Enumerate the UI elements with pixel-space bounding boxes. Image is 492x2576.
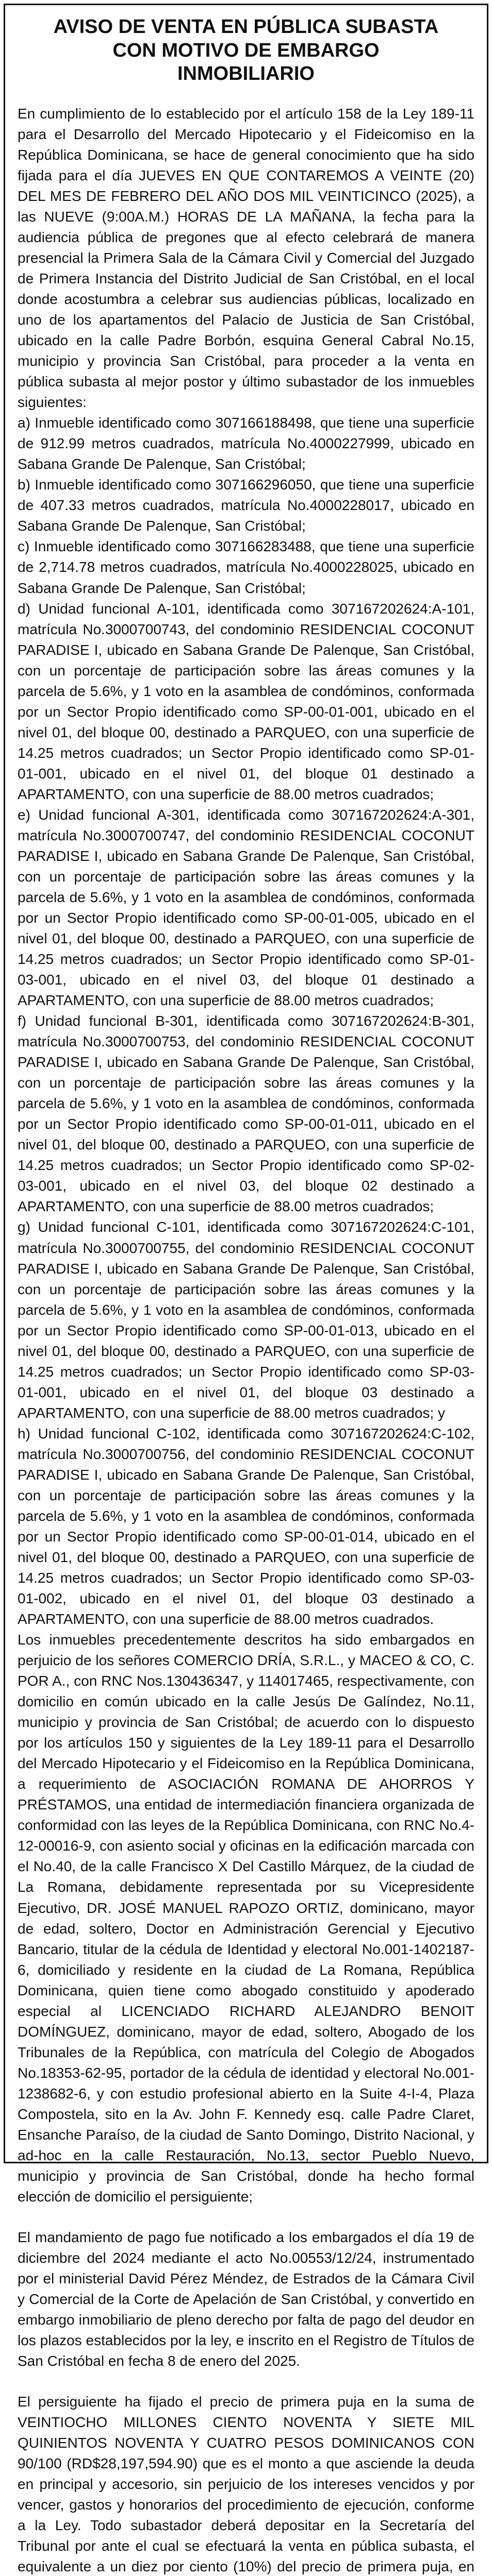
- property-item-f: f) Unidad funcional B-301, identificada como 307167202624:B-301, matrícula No.3000700753, del condominio RESIDENCIAL COCONUT PARADISE I, ubicado en Sabana Grande De Palenque, San Cristóbal, con un porcentaje de participación sobre las áreas comunes y la parcela de 5.6%, y 1 voto en la asamblea de condóminos, conformada por un Sector Propio identificado como SP-00-01-011, ubicado en el nivel 01, del bloque 00, destinado a PARQUEO, con una superficie de 14.25 metros cuadrados; un Sector Propio identificado como SP-02-03-001, ubicado en el nivel 03, del bloque 02 destinado a APARTAMENTO, con una superficie de 88.00 metros cuadrados;: [18, 1013, 474, 1215]
- intro-paragraph: En cumplimiento de lo establecido por el artículo 158 de la Ley 189-11 para el Desarrollo del Mercado Hipotecario y el Fideicomiso en la República Dominicana, se hace de general conocimiento que ha sido fijada para el día JUEVES EN QUE CONTAREMOS A VEINTE (20) DEL MES DE FEBRERO DEL AÑO DOS MIL VEINTICINCO (2025), a las NUEVE (9:00A.M.) HORAS DE LA MAÑANA, la fecha para la audiencia pública de pregones que al efecto celebrará de manera presencial la Primera Sala de la Cámara Civil y Comercial del Juzgado de Primera Instancia del Distrito Judicial de San Cristóbal, en el local donde acostumbra a celebrar sus audiencias públicas, localizado en uno de los apartamentos del Palacio de Justicia de San Cristóbal, ubicado en la calle Padre Borbón, esquina General Cabral No.15, municipio y provincia San Cristóbal, para proceder a la venta en pública subasta al mejor postor y último subastador de los inmuebles siguientes:: [18, 105, 474, 411]
- paragraph-gap: [18, 2207, 474, 2227]
- parties-paragraph: Los inmuebles precedentemente descritos ha sido embargados en perjuicio de los señores COMERCIO DRÍA, S.R.L., y MACEO & CO, C. POR A., con RNC Nos.130436347, y 114017465, respectivamente, con domicilio en común ubicado en la calle Jesús De Galíndez, No.11, municipio y provincia de San Cristóbal; de acuerdo con lo dispuesto por los artículos 150 y siguientes de la Ley 189-11 para el Desarrollo del Mercado Hipotecario y el Fideicomiso en la República Dominicana, a requerimiento de ASOCIACIÓN ROMANA DE AHORROS Y PRÉSTAMOS, una entidad de intermediación financiera organizada de conformidad con las leyes de la República Dominicana, con RNC No.4-12-00016-9, con asiento social y oficinas en la edificación marcada con el No.40, de la calle Francisco X Del Castillo Márquez, de la ciudad de La Romana, debidamente representada por su Vicepresidente Ejecutivo, DR. JOSÉ MANUEL RAPOZO ORTIZ, dominicano, mayor de edad, soltero, Doctor en Administración Gerencial y Ejecutivo Bancario, titular de la cédula de Identidad y electoral No.001-1402187-6, domiciliado y residente en la ciudad de La Romana, República Dominicana, quien tiene como abogado constituido y apoderado especial al LICENCIADO RICHARD ALEJANDRO BENOIT DOMÍNGUEZ, dominicano, mayor de edad, soltero, Abogado de los Tribunales de la República, con matrícula del Colegio de Abogados No.18353-62-95, portador de la cédula de identidad y electoral No.001-1238682-6, y con estudio profesional abierto en la Suite 4-I-4, Plaza Compostela, sito en la Av. John F. Kennedy esq. calle Padre Claret, Ensanche Paraíso, de la ciudad de Santo Domingo, Distrito Nacional, y ad-hoc en la calle Restauración, No.13, sector Pueblo Nuevo, municipio y provincia de San Cristóbal, donde ha hecho formal elección de domicilio el persiguiente;: [18, 1632, 474, 2205]
- property-item-d: d) Unidad funcional A-101, identificada como 307167202624:A-101, matrícula No.3000700743, del condominio RESIDENCIAL COCONUT PARADISE I, ubicado en Sabana Grande De Palenque, San Cristóbal, con un porcentaje de participación sobre las áreas comunes y la parcela de 5.6%, y 1 voto en la asamblea de condóminos, conformada por un Sector Propio identificado como SP-00-01-001, ubicado en el nivel 01, del bloque 00, destinado a PARQUEO, con una superficie de 14.25 metros cuadrados; un Sector Propio identificado como SP-01-01-001, ubicado en el nivel 01, del bloque 01 destinado a APARTAMENTO, con una superficie de 88.00 metros cuadrados;: [18, 600, 474, 802]
- property-item-b: b) Inmueble identificado como 307166296050, que tiene una superficie de 407.33 metros cuadrados, matrícula No.4000228017, ubicado en Sabana Grande De Palenque, San Cristóbal;: [18, 477, 474, 534]
- notice-title: AVISO DE VENTA EN PÚBLICA SUBASTA CON MOTIVO DE EMBARGO INMOBILIARIO: [53, 16, 439, 85]
- property-item-g: g) Unidad funcional C-101, identificada como 307167202624:C-101, matrícula No.3000700755, del condominio RESIDENCIAL COCONUT PARADISE I, ubicado en Sabana Grande De Palenque, San Cristóbal, con un porcentaje de participación sobre las áreas comunes y la parcela de 5.6%, y 1 voto en la asamblea de condóminos, conformada por un Sector Propio identificado como SP-00-01-013, ubicado en el nivel 01, del bloque 00, destinado a PARQUEO, con una superficie de 14.25 metros cuadrados; un Sector Propio identificado como SP-03-01-001, ubicado en el nivel 01, del bloque 03 destinado a APARTAMENTO, con una superficie de 88.00 metros cuadrados; y: [18, 1219, 474, 1421]
- property-item-c: c) Inmueble identificado como 307166283488, que tiene una superficie de 2,714.78 metros cuadrados, matrícula No.4000228025, ubicado en Sabana Grande De Palenque, San Cristóbal;: [18, 538, 474, 596]
- property-item-a: a) Inmueble identificado como 307166188498, que tiene una superficie de 912.99 metros cuadrados, matrícula No.4000227999, ubicado en Sabana Grande De Palenque, San Cristóbal;: [18, 415, 474, 472]
- notice-body: [18, 104, 474, 2576]
- property-item-e: e) Unidad funcional A-301, identificada como 307167202624:A-301, matrícula No.3000700747, del condominio RESIDENCIAL COCONUT PARADISE I, ubicado en Sabana Grande De Palenque, San Cristóbal, con un porcentaje de participación sobre las áreas comunes y la parcela de 5.6%, y 1 voto en la asamblea de condóminos, conformada por un Sector Propio identificado como SP-00-01-005, ubicado en el nivel 01, del bloque 00, destinado a PARQUEO, con una superficie de 14.25 metros cuadrados; un Sector Propio identificado como SP-01-03-001, ubicado en el nivel 03, del bloque 01 destinado a APARTAMENTO, con una superficie de 88.00 metros cuadrados;: [18, 806, 474, 1009]
- mandamiento-paragraph: El mandamiento de pago fue notificado a los embargados el día 19 de diciembre del 2024 mediante el acto No.00553/12/24, instrumentado por el ministerial David Pérez Méndez, de Estrados de la Cámara Civil y Comercial de la Corte de Apelación de San Cristóbal, y convertido en embargo inmobiliario de pleno derecho por falta de pago del deudor en los plazos establecidos por la ley, e inscrito en el Registro de Títulos de San Cristóbal en fecha 8 de enero del 2025.: [18, 2229, 474, 2369]
- property-item-h: h) Unidad funcional C-102, identificada como 307167202624:C-102, matrícula No.3000700756, del condominio RESIDENCIAL COCONUT PARADISE I, ubicado en Sabana Grande De Palenque, San Cristóbal, con un porcentaje de participación sobre las áreas comunes y la parcela de 5.6%, y 1 voto en la asamblea de condóminos, conformada por un Sector Propio identificado como SP-00-01-014, ubicado en el nivel 01, del bloque 00, destinado a PARQUEO, con una superficie de 14.25 metros cuadrados; un Sector Propio identificado como SP-03-01-002, ubicado en el nivel 01, del bloque 03 destinado a APARTAMENTO, con una superficie de 88.00 metros cuadrados.: [18, 1425, 474, 1628]
- price-paragraph: El persiguiente ha fijado el precio de primera puja en la suma de VEINTIOCHO MILLONES CIENTO NOVENTA Y SIETE MIL QUINIENTOS NOVENTA Y CUATRO PESOS DOMINICANOS CON 90/100 (RD$28,197,594.90) que es el monto a que asciende la deuda en principal y accesorio, sin perjuicio de los intereses vencidos y por vencer, gastos y honorarios del procedimiento de ejecución, conforme a la Ley. Todo subastador deberá depositar en la Secretaría del Tribunal por ante el cual se efectuará la venta en pública subasta, el equivalente a un diez por ciento (10%) del precio de primera puja, en: [18, 2394, 474, 2575]
- paragraph-gap: [18, 2371, 474, 2392]
